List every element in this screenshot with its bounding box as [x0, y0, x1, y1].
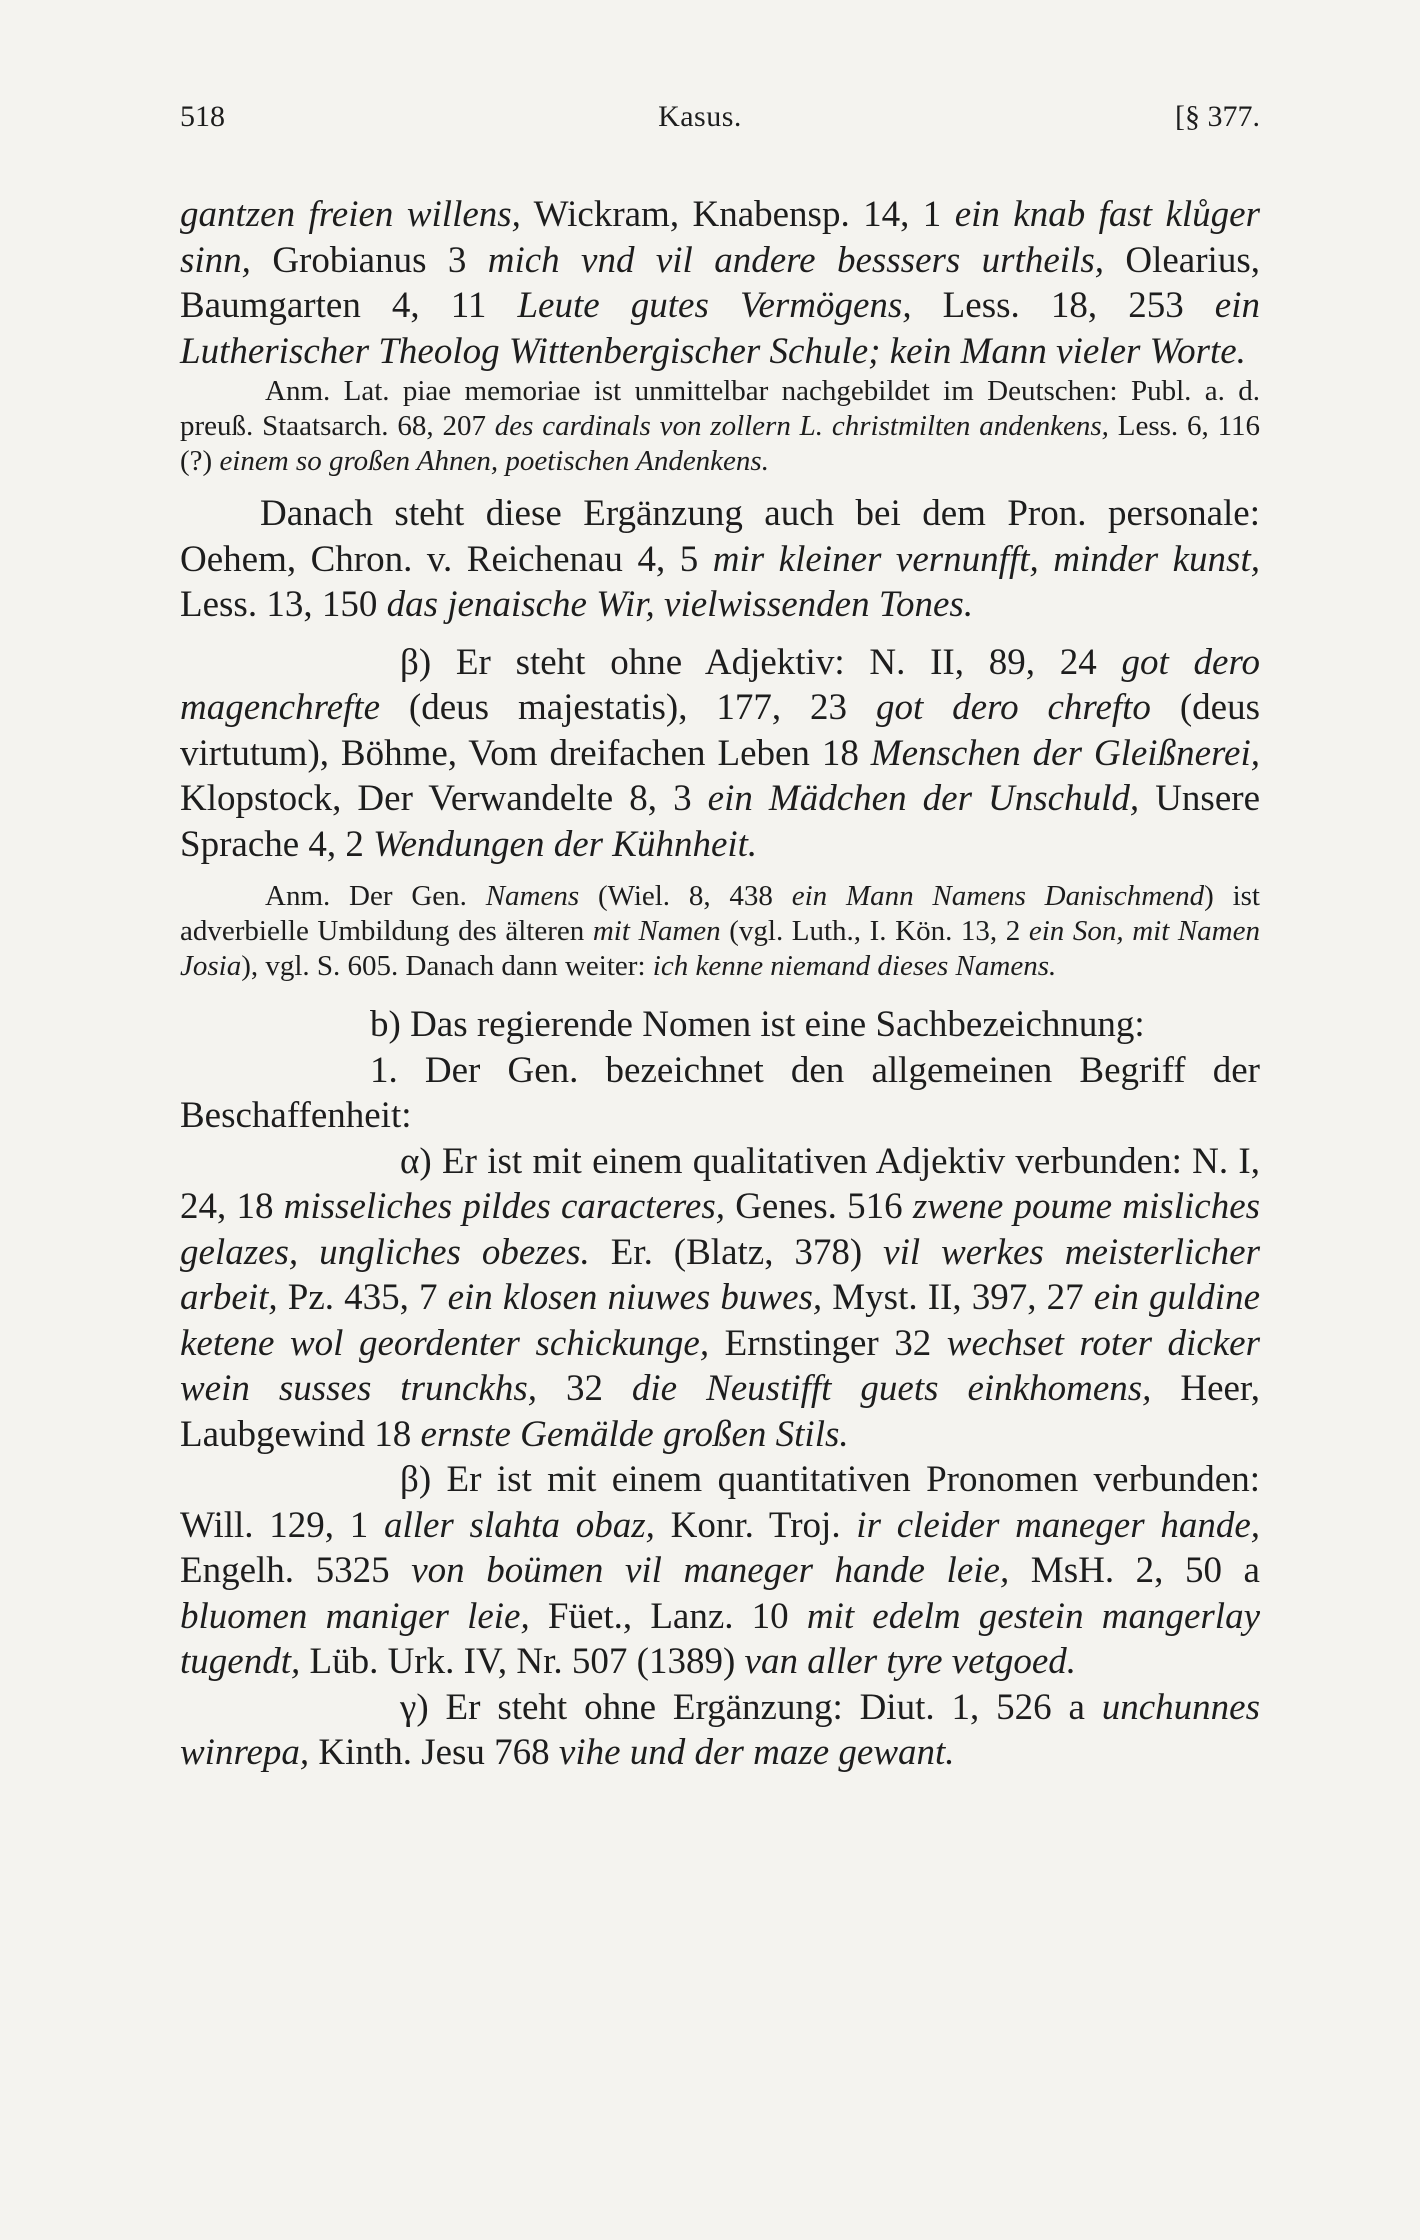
text-run: Pz. 435, 7 — [277, 1277, 448, 1318]
italic-example-text: ir cleider maneger hande, — [856, 1504, 1261, 1546]
page-header — [180, 100, 1260, 148]
italic-example-text: ein Mädchen der Unschuld, — [707, 778, 1140, 819]
italic-example-text: zwene poume misliches gelazes, ungliches obezes. — [180, 1186, 1261, 1273]
book-page — [180, 100, 1260, 1776]
italic-example-text: mit edelm gestein mangerlay tugendt, — [180, 1595, 1260, 1682]
italic-example-text: ein Lutherischer Theolog Wittenbergischer Schule; kein Mann vieler Worte. — [180, 285, 1260, 372]
text-run: (deus majestatis), 177, 23 — [380, 687, 876, 728]
italic-example-text: van aller tyre vetgoed. — [744, 1641, 1077, 1682]
italic-example-text: Leute gutes Vermögens, — [517, 285, 912, 326]
italic-example-text: ernste Gemälde großen Stils. — [420, 1413, 849, 1455]
text-run: Anm. Lat. piae memoriae ist unmittelbar nachgebildet im Deutschen: Publ. a. d. preuß. Staatsarch. 68, 207 — [180, 375, 1260, 442]
italic-example-text: ich kenne niemand dieses Namens. — [652, 950, 1057, 982]
body-paragraph — [180, 491, 1260, 628]
text-run: Lüb. Urk. IV, Nr. 507 (1389) — [300, 1641, 745, 1682]
text-run: ), vgl. S. 605. Danach dann weiter: — [241, 950, 653, 982]
text-run: Engelh. 5325 — [180, 1550, 412, 1591]
italic-example-text: von boümen vil maneger hande leie, — [411, 1550, 1010, 1591]
text-run: Konr. Troj. — [654, 1504, 857, 1546]
italic-example-text: das jenaische Wir, vielwissenden Tones. — [386, 584, 974, 625]
italic-example-text: unchunnes winrepa, — [180, 1686, 1260, 1773]
body-paragraph — [180, 1048, 1260, 1139]
italic-example-text: die Neustifft guets einkhomens, — [631, 1368, 1152, 1409]
text-run: Olearius, Baumgarten 4, 11 — [180, 239, 1260, 326]
body-paragraph — [180, 1002, 1260, 1048]
italic-example-text: ein knab fast klůger sinn, — [180, 194, 1261, 281]
italic-example-text: Menschen der Gleißnerei, — [870, 732, 1260, 774]
annotation-paragraph — [180, 879, 1260, 984]
italic-example-text: mir kleiner vernunfft, minder kunst, — [712, 538, 1260, 580]
text-run: Grobianus 3 — [250, 239, 488, 281]
text-run: Myst. II, 397, 27 — [822, 1277, 1094, 1318]
italic-example-text: gantzen freien willens, — [180, 194, 521, 235]
text-run: Less. 13, 150 — [180, 584, 387, 625]
italic-example-text: ein guldine ketene wol geordenter schickunge, — [180, 1277, 1260, 1364]
text-run: Kinth. Jesu 768 — [309, 1732, 559, 1773]
italic-example-text: bluomen maniger leie, — [180, 1595, 530, 1637]
italic-example-text: misseliches pildes caracteres, — [283, 1186, 726, 1227]
italic-example-text: ein Son, mit Namen Josia — [180, 915, 1260, 982]
italic-example-text: Namens — [485, 880, 580, 912]
italic-example-text: aller slahta obaz, — [383, 1504, 655, 1546]
text-run: Füet., Lanz. 10 — [529, 1595, 807, 1637]
italic-example-text: einem so großen Ahnen, poetischen Andenkens. — [219, 445, 769, 477]
running-title: Kasus. — [658, 100, 742, 133]
body-paragraph — [180, 1457, 1260, 1685]
italic-example-text: vil werkes meisterlicher arbeit, — [180, 1231, 1260, 1318]
section-marker: [§ 377. — [1175, 100, 1260, 133]
body-paragraph — [180, 640, 1260, 868]
text-run: 32 — [536, 1368, 632, 1409]
italic-example-text: got dero magenchrefte — [180, 641, 1260, 728]
italic-example-text: got dero chrefto — [875, 687, 1151, 728]
page-body — [180, 192, 1260, 1776]
text-run: (vgl. Luth., I. Kön. 13, 2 — [720, 915, 1029, 947]
page-number: 518 — [180, 100, 225, 133]
italic-example-text: mit Namen — [592, 915, 721, 947]
italic-example-text: mich vnd vil andere besssers urtheils, — [487, 239, 1104, 281]
text-run: Anm. Der Gen. — [265, 880, 486, 912]
text-run: γ) Er steht ohne Ergänzung: Diut. 1, 526 a — [400, 1686, 1102, 1728]
body-paragraph — [180, 1685, 1260, 1776]
text-run: Klopstock, Der Verwandelte 8, 3 — [180, 778, 708, 819]
text-run: Unsere Sprache 4, 2 — [180, 778, 1260, 865]
body-paragraph — [180, 192, 1260, 374]
text-run: ) ist adverbielle Umbildung des älteren — [180, 880, 1260, 947]
italic-example-text: vihe und der maze gewant. — [558, 1732, 955, 1773]
italic-example-text: wechset roter dicker wein susses trunckhs, — [180, 1322, 1260, 1409]
text-run: b) Das regierende Nomen ist eine Sachbezeichnung: — [370, 1004, 1145, 1045]
annotation-paragraph — [180, 374, 1260, 479]
text-run: Danach steht diese Ergänzung auch bei dem Pron. personale: Oehem, Chron. v. Reichenau 4, 5 — [180, 493, 1260, 580]
text-run: Wickram, Knabensp. 14, 1 — [520, 194, 955, 235]
italic-example-text: ein Mann Namens Danischmend — [791, 880, 1205, 912]
text-run: Less. 6, 116 (?) — [180, 410, 1260, 477]
text-run: (deus virtutum), Böhme, Vom dreifachen Leben 18 — [180, 687, 1260, 774]
text-run: Less. 18, 253 — [911, 285, 1215, 326]
italic-example-text: des cardinals von zollern L. christmilten andenkens, — [494, 410, 1109, 442]
text-run: (Wiel. 8, 438 — [579, 880, 792, 912]
text-run: 1. Der Gen. bezeichnet den allgemeinen Begriff der Beschaffenheit: — [180, 1049, 1260, 1136]
text-run: Er. (Blatz, 378) — [589, 1231, 884, 1273]
text-run: Heer, Laubgewind 18 — [180, 1368, 1261, 1455]
body-paragraph — [180, 1139, 1260, 1458]
text-run: Ernstinger 32 — [709, 1322, 947, 1364]
text-run: α) Er ist mit einem qualitativen Adjektiv verbunden: N. I, 24, 18 — [180, 1140, 1260, 1227]
text-run: Genes. 516 — [725, 1186, 913, 1227]
text-run: β) Er steht ohne Adjektiv: N. II, 89, 24 — [400, 641, 1122, 683]
text-run: MsH. 2, 50 a — [1009, 1550, 1260, 1591]
text-run: β) Er ist mit einem quantitativen Pronomen verbunden: Will. 129, 1 — [180, 1459, 1260, 1546]
italic-example-text: Wendungen der Kühnheit. — [373, 823, 758, 865]
italic-example-text: ein klosen niuwes buwes, — [447, 1277, 823, 1318]
